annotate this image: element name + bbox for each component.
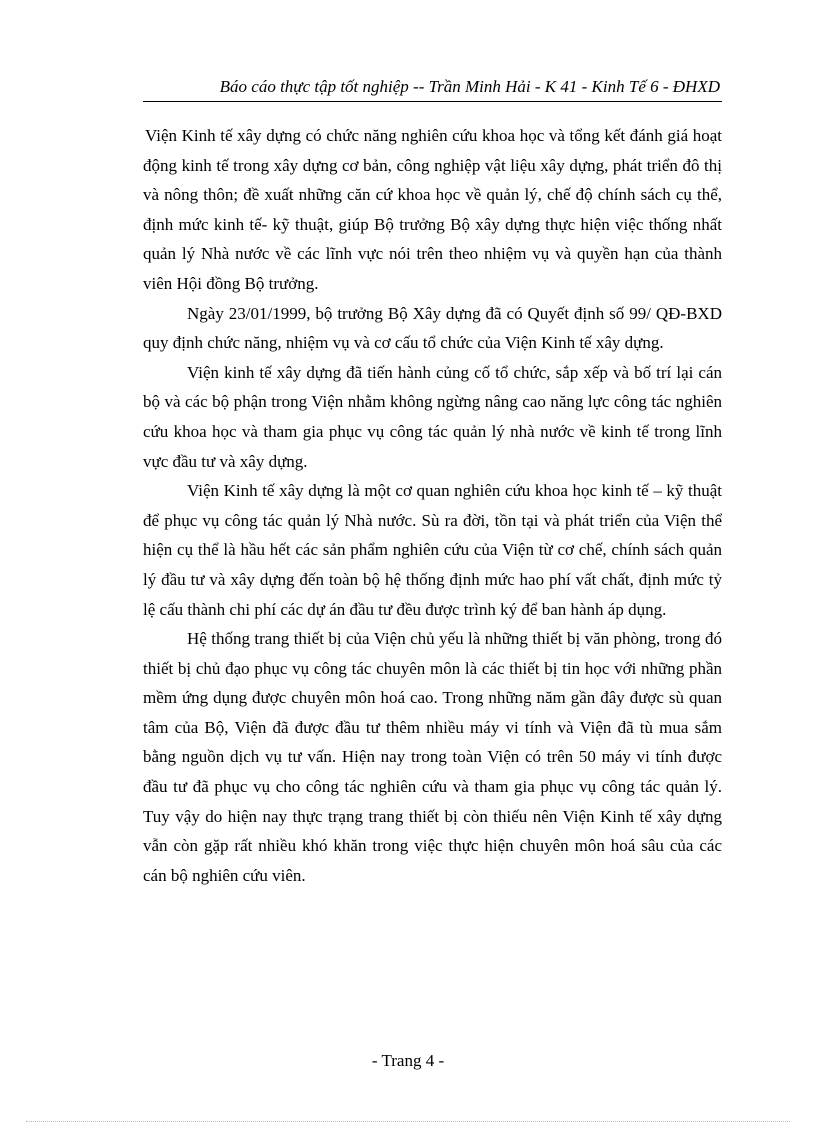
header-title: Báo cáo thực tập tốt nghiệp -- Trần Minh Hải - K 41 - Kinh Tế 6 - ĐHXD	[219, 77, 720, 96]
page-header	[143, 73, 722, 102]
page-bottom-divider	[26, 1121, 790, 1122]
paragraph: Ngày 23/01/1999, bộ trưởng Bộ Xây dựng đã có Quyết định số 99/ QĐ-BXD quy định chức năng, nhiệm vụ và cơ cấu tổ chức của Viện Kinh tế xây dựng.	[143, 303, 722, 353]
page-number: - Trang 4 -	[371, 1051, 445, 1070]
paragraph: Viện Kinh tế xây dựng có chức năng nghiên cứu khoa học và tổng kết đánh giá hoạt động kinh tế trong xây dựng cơ bản, công nghiệp vật liệu xây dựng, phát triển đô thị và nông thôn; đề xuất những căn cứ khoa học về quản lý, chế độ chính sách cụ thể, định mức kinh tế- kỹ thuật, giúp Bộ trưởng Bộ xây dựng thực hiện việc thống nhất quản lý Nhà nước về các lĩnh vực nói trên theo nhiệm vụ và quyền hạn của thành viên Hội đồng Bộ trưởng.	[143, 126, 722, 293]
paragraph: Viện kinh tế xây dựng đã tiến hành củng cố tổ chức, sắp xếp và bố trí lại cán bộ và các bộ phận trong Viện nhằm không ngừng nâng cao năng lực công tác nghiên cứu khoa học và tham gia phục vụ công tác quản lý nhà nước về kinh tế trong lĩnh vực đầu tư và xây dựng.	[143, 362, 722, 471]
document-body	[143, 121, 722, 890]
paragraph: Hệ thống trang thiết bị của Viện chủ yếu là những thiết bị văn phòng, trong đó thiết bị chủ đạo phục vụ công tác chuyên môn là các thiết bị tin học với những phần mềm ứng dụng được chuyên môn hoá cao. Trong những năm gần đây được sù quan tâm của Bộ, Viện đã được đầu tư thêm nhiều máy vi tính và Viện đã tù mua sắm bằng nguồn dịch vụ tư vấn. Hiện nay trong toàn Viện có trên 50 máy vi tính được đầu tư đã phục vụ cho công tác nghiên cứu và tham gia phục vụ công tác quản lý. Tuy vậy do hiện nay thực trạng trang thiết bị còn thiếu nên Viện Kinh tế xây dựng vẫn còn gặp rất nhiều khó khăn trong việc thực hiện chuyên môn hoá sâu của các cán bộ nghiên cứu viên.	[143, 629, 722, 885]
paragraph: Viện Kinh tế xây dựng là một cơ quan nghiên cứu khoa học kinh tế – kỹ thuật để phục vụ công tác quản lý Nhà nước. Sù ra đời, tồn tại và phát triển của Viện thể hiện cụ thể là hầu hết các sản phẩm nghiên cứu của Viện từ cơ chế, chính sách quản lý đầu tư và xây dựng đến toàn bộ hệ thống định mức hao phí vất chất, định mức tỷ lệ cấu thành chi phí các dự án đầu tư đều được trình ký để ban hành áp dụng.	[143, 481, 722, 619]
